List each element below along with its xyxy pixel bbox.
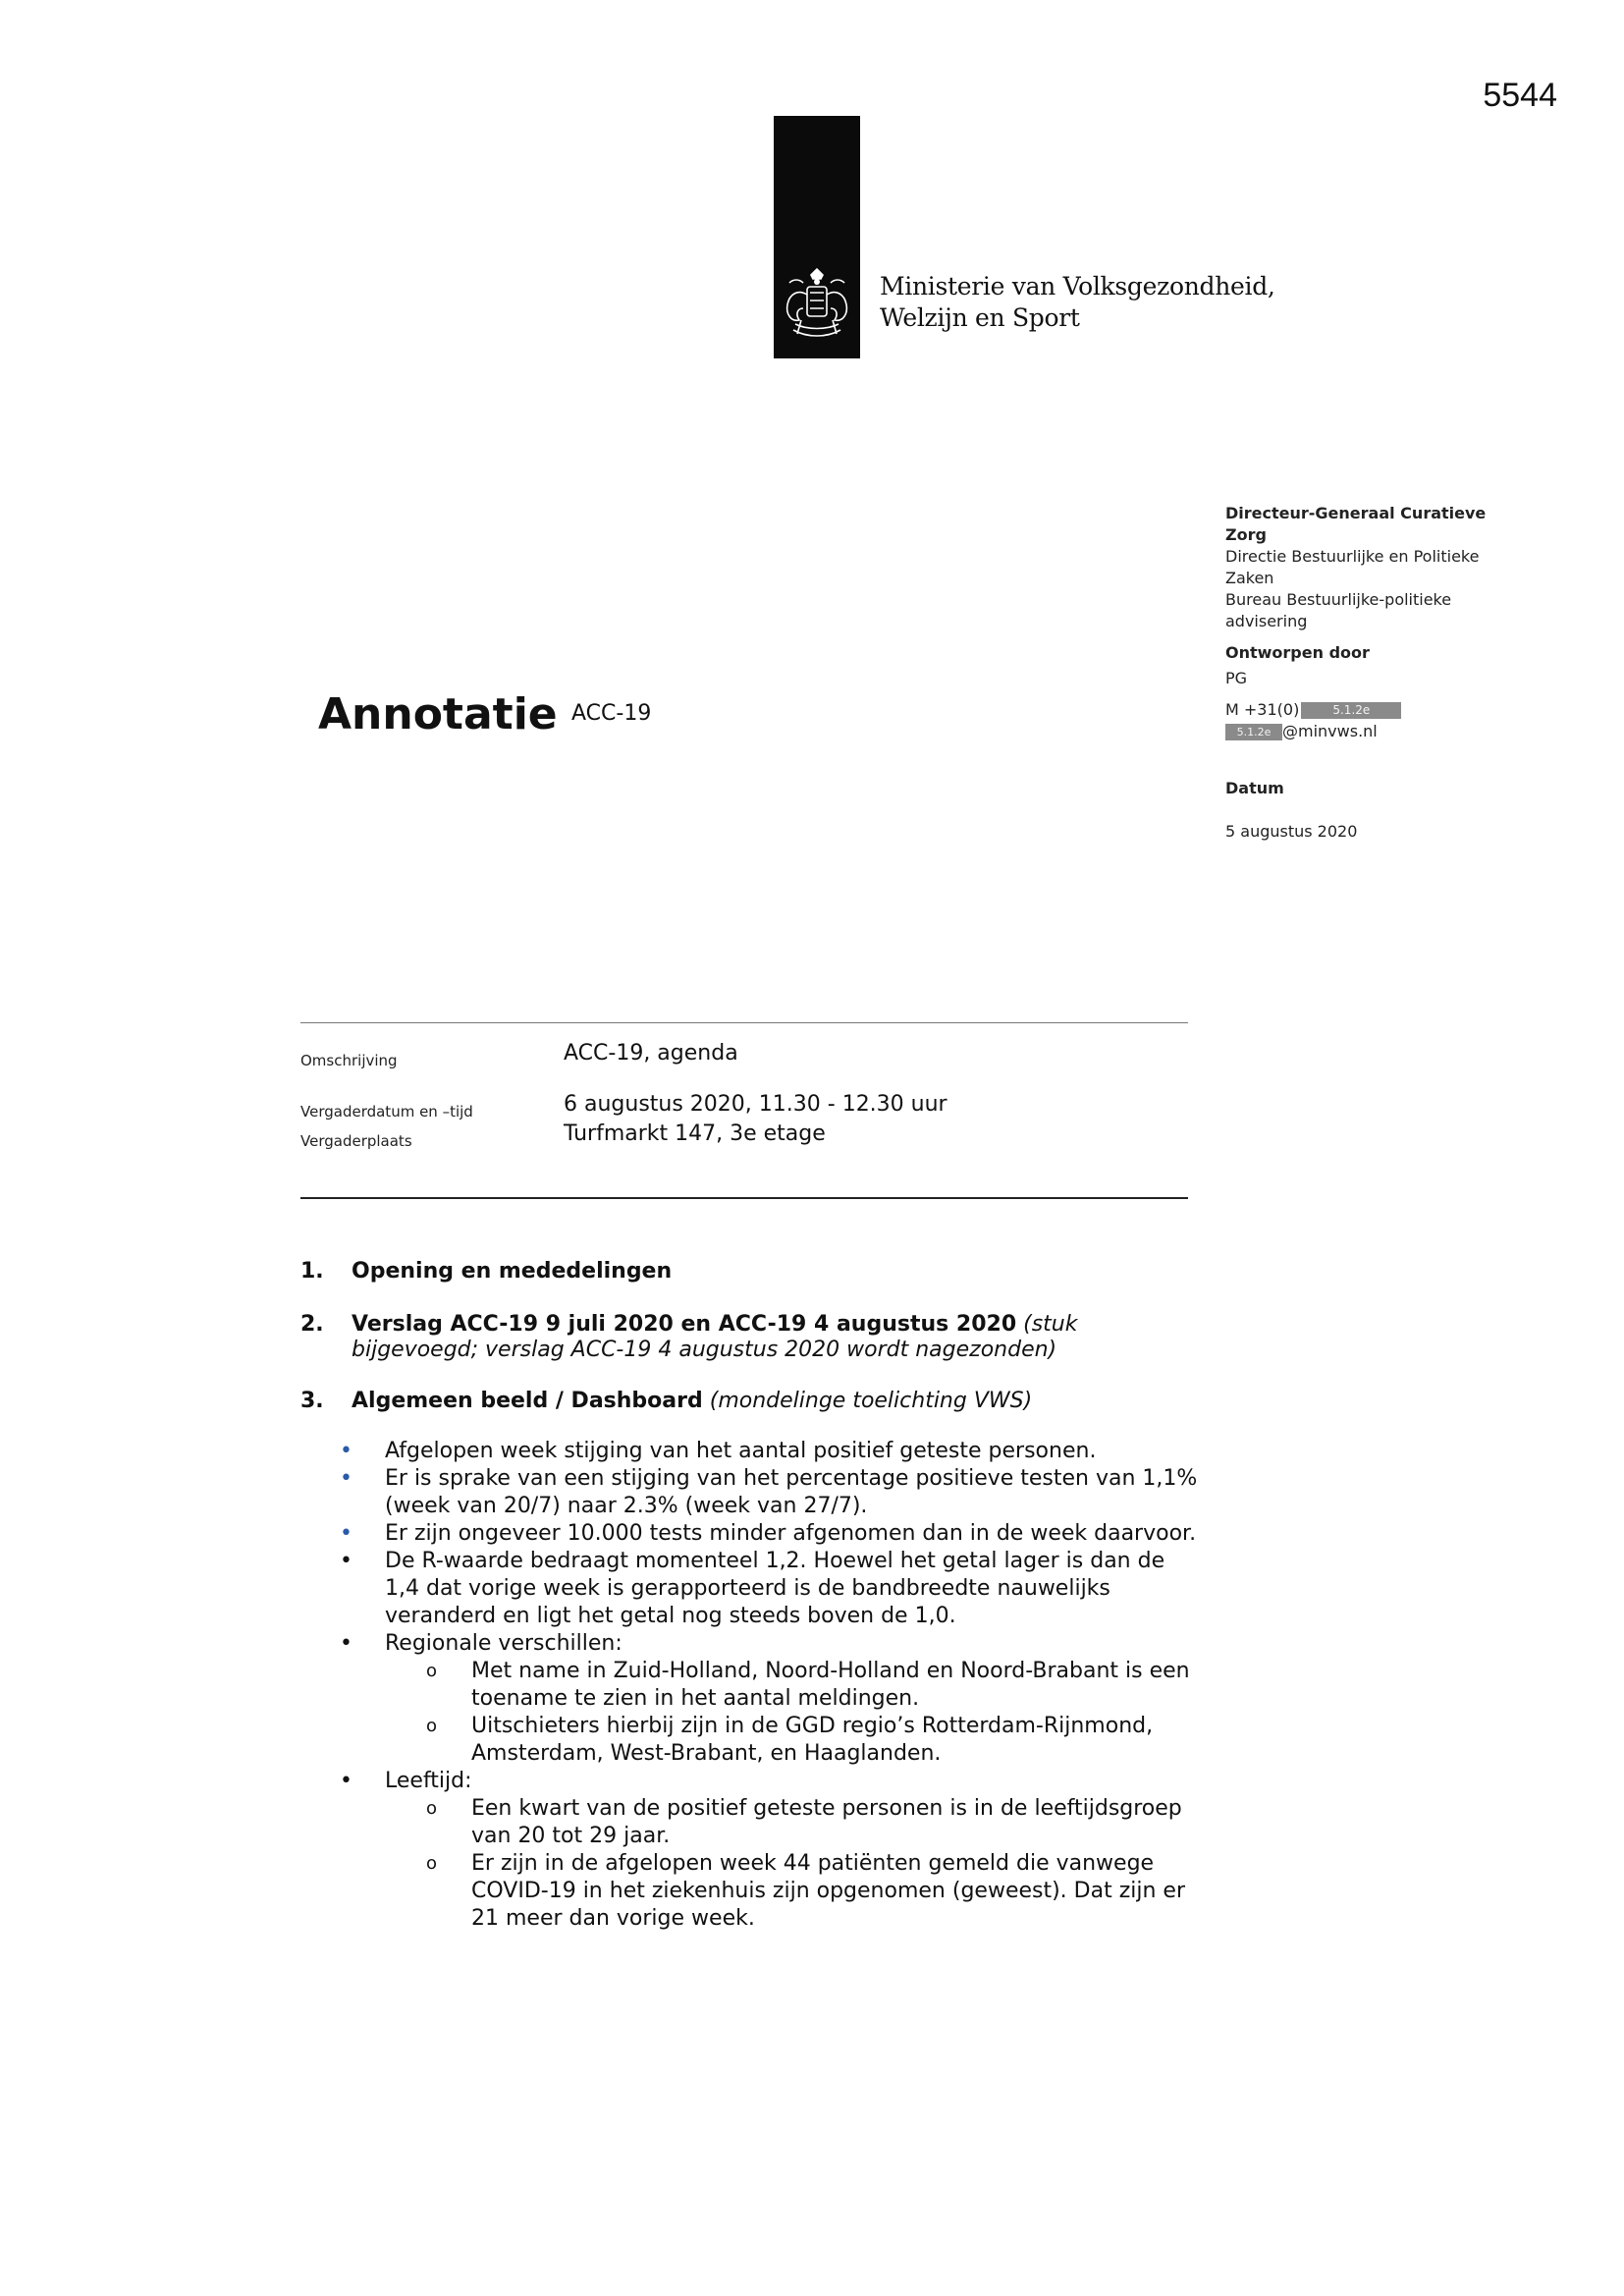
- agenda-item-note: (stuk bijgevoegd; verslag ACC-19 4 augustus 2020 wordt nagezonden): [352, 1312, 1078, 1362]
- sub-list-item: o Een kwart van de positief geteste personen is in de leeftijdsgroep van 20 tot 29 jaar.: [426, 1796, 1182, 1848]
- bureau-line2: advisering: [1225, 612, 1308, 630]
- sub-bullet-text: Met name in Zuid-Holland, Noord-Holland en Noord-Brabant is een toename te zien in het aantal meldingen.: [471, 1659, 1190, 1711]
- coat-of-arms-icon: [780, 265, 854, 344]
- agenda-item-title: Algemeen beeld / Dashboard: [352, 1389, 703, 1413]
- description-value: ACC-19, agenda: [564, 1041, 738, 1066]
- dashboard-bullet-list: [340, 1438, 1204, 1933]
- bullet-text: Er is sprake van een stijging van het percentage positieve testen van 1,1% (week van 20/7) naar 2.3% (week van 27/7).: [385, 1466, 1198, 1518]
- agenda-item-2: [352, 1312, 1206, 1363]
- bullet-text: Leeftijd:: [385, 1769, 472, 1793]
- department-line1: Directeur-Generaal Curatieve: [1225, 504, 1487, 522]
- redaction-box: 5.1.2e: [1301, 702, 1401, 719]
- bullet-text: Regionale verschillen:: [385, 1631, 623, 1656]
- agenda-item-1: [352, 1259, 1206, 1285]
- agenda-item-3: [352, 1389, 1206, 1414]
- list-item: • Er zijn ongeveer 10.000 tests minder afgenomen dan in de week daarvoor.: [340, 1521, 1197, 1546]
- phone-prefix: M +31(0): [1225, 700, 1300, 719]
- sub-bullet-text: Een kwart van de positief geteste personen is in de leeftijdsgroep van 20 tot 29 jaar.: [471, 1796, 1182, 1848]
- date-value: 5 augustus 2020: [1225, 822, 1358, 841]
- sub-bullet-text: Uitschieters hierbij zijn in de GGD regio’s Rotterdam-Rijnmond, Amsterdam, West-Brabant, en Haaglanden.: [471, 1714, 1154, 1766]
- designed-by-label: Ontworpen door: [1225, 643, 1370, 662]
- list-item: • Leeftijd:: [340, 1769, 472, 1793]
- meeting-datetime-label: Vergaderdatum en –tijd: [300, 1103, 473, 1121]
- agenda-number: 2.: [300, 1312, 324, 1337]
- meeting-place-label: Vergaderplaats: [300, 1132, 412, 1150]
- divider-bottom: [300, 1197, 1188, 1199]
- ministry-name-line1: Ministerie van Volksgezondheid,: [880, 272, 1275, 301]
- divider-top: [300, 1022, 1188, 1023]
- bullet-text: Afgelopen week stijging van het aantal positief geteste personen.: [385, 1439, 1097, 1463]
- email-suffix: @minvws.nl: [1282, 722, 1378, 740]
- agenda-number: 1.: [300, 1259, 324, 1284]
- phone-line: [1225, 699, 1520, 721]
- document-subtitle: ACC-19: [571, 701, 652, 726]
- department-line2: Zorg: [1225, 525, 1267, 544]
- directorate-line1: Directie Bestuurlijke en Politieke: [1225, 547, 1480, 566]
- bullet-text: De R-waarde bedraagt momenteel 1,2. Hoewel het getal lager is dan de 1,4 dat vorige week is gerapporteerd is de bandbreedte nauwelijks veranderd en ligt het getal nog steeds boven de 1,0.: [385, 1549, 1165, 1628]
- agenda-item-title: Verslag ACC-19 9 juli 2020 en ACC-19 4 augustus 2020: [352, 1312, 1017, 1337]
- redaction-box: 5.1.2e: [1225, 724, 1282, 740]
- ministry-name-line2: Welzijn en Sport: [880, 303, 1080, 332]
- list-item: • De R-waarde bedraagt momenteel 1,2. Hoewel het getal lager is dan de 1,4 dat vorige week is gerapporteerd is de bandbreedte nauwelijks veranderd en ligt het getal nog steeds boven de 1,0.: [340, 1549, 1165, 1628]
- sender-info-sidebar: [1225, 503, 1520, 843]
- ministry-logo-bar: [774, 116, 860, 358]
- email-line: [1225, 721, 1520, 742]
- bullet-text: Er zijn ongeveer 10.000 tests minder afgenomen dan in de week daarvoor.: [385, 1521, 1197, 1546]
- sub-list-item: o Uitschieters hierbij zijn in de GGD regio’s Rotterdam-Rijnmond, Amsterdam, West-Brabant, en Haaglanden.: [426, 1714, 1154, 1766]
- sub-list-item: o Er zijn in de afgelopen week 44 patiënten gemeld die vanwege COVID-19 in het ziekenhuis zijn opgenomen (geweest). Dat zijn er 21 meer dan vorige week.: [426, 1851, 1185, 1931]
- sub-bullet-text: Er zijn in de afgelopen week 44 patiënten gemeld die vanwege COVID-19 in het ziekenhuis zijn opgenomen (geweest). Dat zijn er 21 meer dan vorige week.: [471, 1851, 1185, 1931]
- date-label: Datum: [1225, 779, 1284, 797]
- description-label: Omschrijving: [300, 1052, 398, 1069]
- directorate-line2: Zaken: [1225, 569, 1274, 587]
- list-item: • Regionale verschillen:: [340, 1631, 623, 1656]
- list-item: • Afgelopen week stijging van het aantal positief geteste personen.: [340, 1439, 1097, 1463]
- ministry-name: [880, 271, 1275, 334]
- document-title: Annotatie: [318, 689, 558, 739]
- agenda-item-note: (mondelinge toelichting VWS): [709, 1389, 1033, 1413]
- meeting-datetime-value: 6 augustus 2020, 11.30 - 12.30 uur: [564, 1092, 947, 1117]
- page-number: 5544: [1483, 77, 1557, 114]
- list-item: • Er is sprake van een stijging van het percentage positieve testen van 1,1% (week van 20/7) naar 2.3% (week van 27/7).: [340, 1466, 1198, 1518]
- agenda-number: 3.: [300, 1389, 324, 1413]
- meeting-place-value: Turfmarkt 147, 3e etage: [564, 1121, 826, 1146]
- bureau-line1: Bureau Bestuurlijke-politieke: [1225, 590, 1452, 609]
- sub-list-item: o Met name in Zuid-Holland, Noord-Holland en Noord-Brabant is een toename te zien in het aantal meldingen.: [426, 1659, 1190, 1711]
- agenda-item-title: Opening en mededelingen: [352, 1259, 673, 1284]
- designed-by-value: PG: [1225, 669, 1248, 687]
